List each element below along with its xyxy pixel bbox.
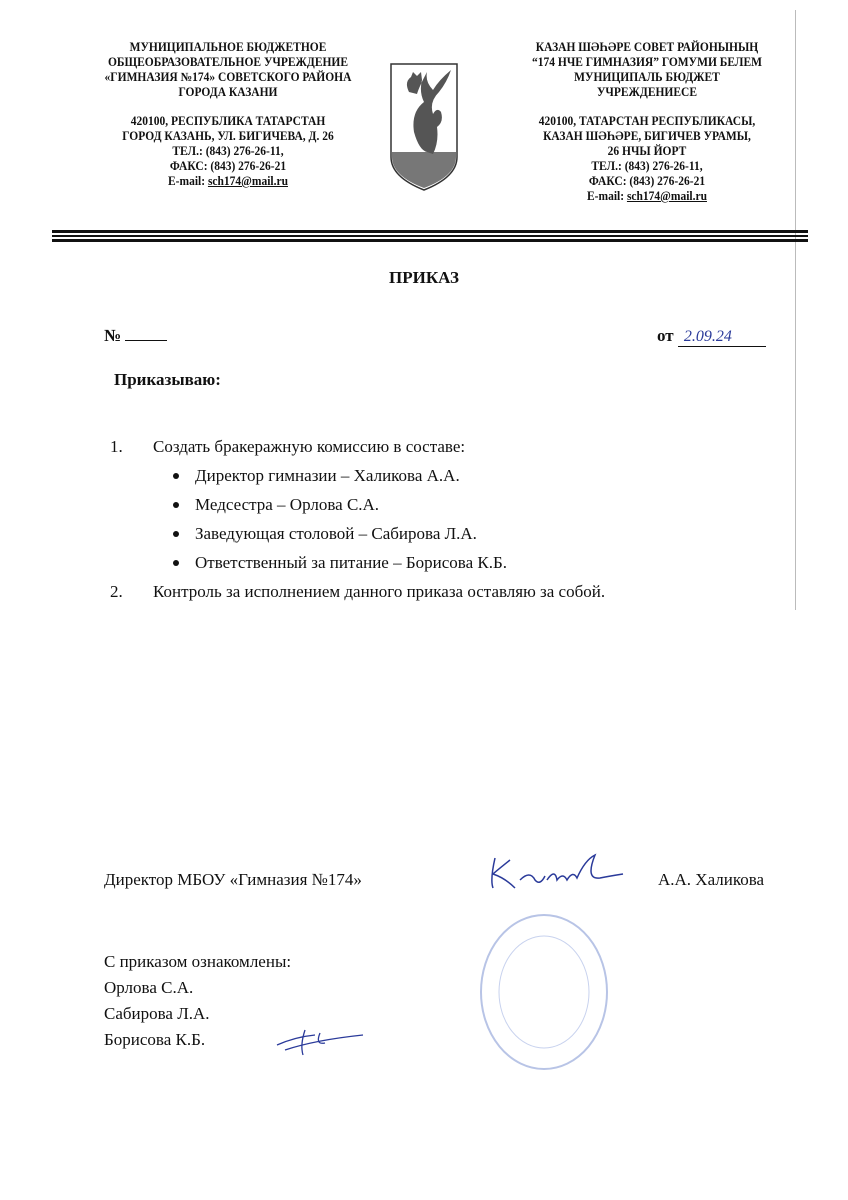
item-text: Создать бракеражную комиссию в составе: <box>153 437 466 456</box>
list-item <box>110 577 605 606</box>
header-line: 420100, РЕСПУБЛИКА ТАТАРСТАН <box>130 114 326 128</box>
header-line: ОБЩЕОБРАЗОВАТЕЛЬНОЕ УЧРЕЖДЕНИЕ <box>107 55 349 69</box>
header-line: 420100, ТАТАРСТАН РЕСПУБЛИКАСЫ, <box>538 114 756 128</box>
signature-icon <box>485 850 625 895</box>
commission-member: Директор гимназии – Халикова А.А. <box>110 461 605 490</box>
commission-member: Ответственный за питание – Борисова К.Б. <box>110 548 605 577</box>
header-line: 26 НЧЫ ЙОРТ <box>607 144 687 158</box>
signer-position: Директор МБОУ «Гимназия №174» <box>104 870 362 889</box>
acquainted-name: Борисова К.Б. <box>104 1030 206 1049</box>
header-right-tatar <box>495 40 799 204</box>
header-line: ФАКС: (843) 276-26-21 <box>169 159 287 173</box>
email-label: E-mail: <box>168 174 208 188</box>
acquainted-name: Орлова С.А. <box>104 978 194 997</box>
document-title: ПРИКАЗ <box>389 268 459 287</box>
header-left-russian <box>81 40 375 189</box>
header-line: УЧРЕЖДЕНИЕСЕ <box>596 85 698 99</box>
header-line: “174 НЧЕ ГИМНАЗИЯ” ГОМУМИ БЕЛЕМ <box>532 55 762 69</box>
header-divider <box>52 230 808 233</box>
header-line: ТЕЛ.: (843) 276-26-11, <box>172 144 284 158</box>
header-line: ТЕЛ.: (843) 276-26-11, <box>591 159 703 173</box>
signature-icon <box>275 1025 365 1060</box>
header-line: ГОРОДА КАЗАНИ <box>178 85 278 99</box>
header-line: ГОРОД КАЗАНЬ, УЛ. БИГИЧЕВА, Д. 26 <box>122 129 334 143</box>
item-text: Контроль за исполнением данного приказа оставляю за собой. <box>153 582 606 601</box>
order-word: Приказываю: <box>114 370 221 389</box>
header-divider <box>52 239 808 242</box>
header-line: МУНИЦИПАЛЬНОЕ БЮДЖЕТНОЕ <box>129 40 327 54</box>
commission-member: Заведующая столовой – Сабирова Л.А. <box>110 519 605 548</box>
header-line: КАЗАН ШӘҺӘРЕ, БИГИЧЕВ УРАМЫ, <box>543 129 751 143</box>
header-divider <box>52 235 808 237</box>
header-line: ФАКС: (843) 276-26-21 <box>588 174 706 188</box>
date-field <box>657 326 766 347</box>
item-number: 1. <box>110 437 123 456</box>
email-link[interactable]: sch174@mail.ru <box>207 174 288 188</box>
header-line: МУНИЦИПАЛЬ БЮДЖЕТ <box>574 70 720 84</box>
commission-member: Медсестра – Орлова С.А. <box>110 490 605 519</box>
number-label: № <box>104 326 122 345</box>
date-label: от <box>657 326 674 345</box>
signer-name: А.А. Халикова <box>658 870 765 889</box>
email-label: E-mail: <box>587 189 627 203</box>
stamp-icon <box>478 912 610 1072</box>
item-number: 2. <box>110 582 123 601</box>
email-link[interactable]: sch174@mail.ru <box>626 189 707 203</box>
list-item <box>110 432 605 461</box>
header-line: «ГИМНАЗИЯ №174» СОВЕТСКОГО РАЙОНА <box>104 70 352 84</box>
order-list <box>110 432 605 606</box>
acquainted-name: Сабирова Л.А. <box>104 1004 210 1023</box>
number-field <box>104 326 167 346</box>
date-handwritten: 2.09.24 <box>678 328 766 347</box>
acquainted-label: С приказом ознакомлены: <box>104 952 292 971</box>
header-line: КАЗАН ШӘҺӘРЕ СОВЕТ РАЙОНЫНЫҢ <box>535 40 759 54</box>
coat-of-arms-icon <box>389 62 459 192</box>
